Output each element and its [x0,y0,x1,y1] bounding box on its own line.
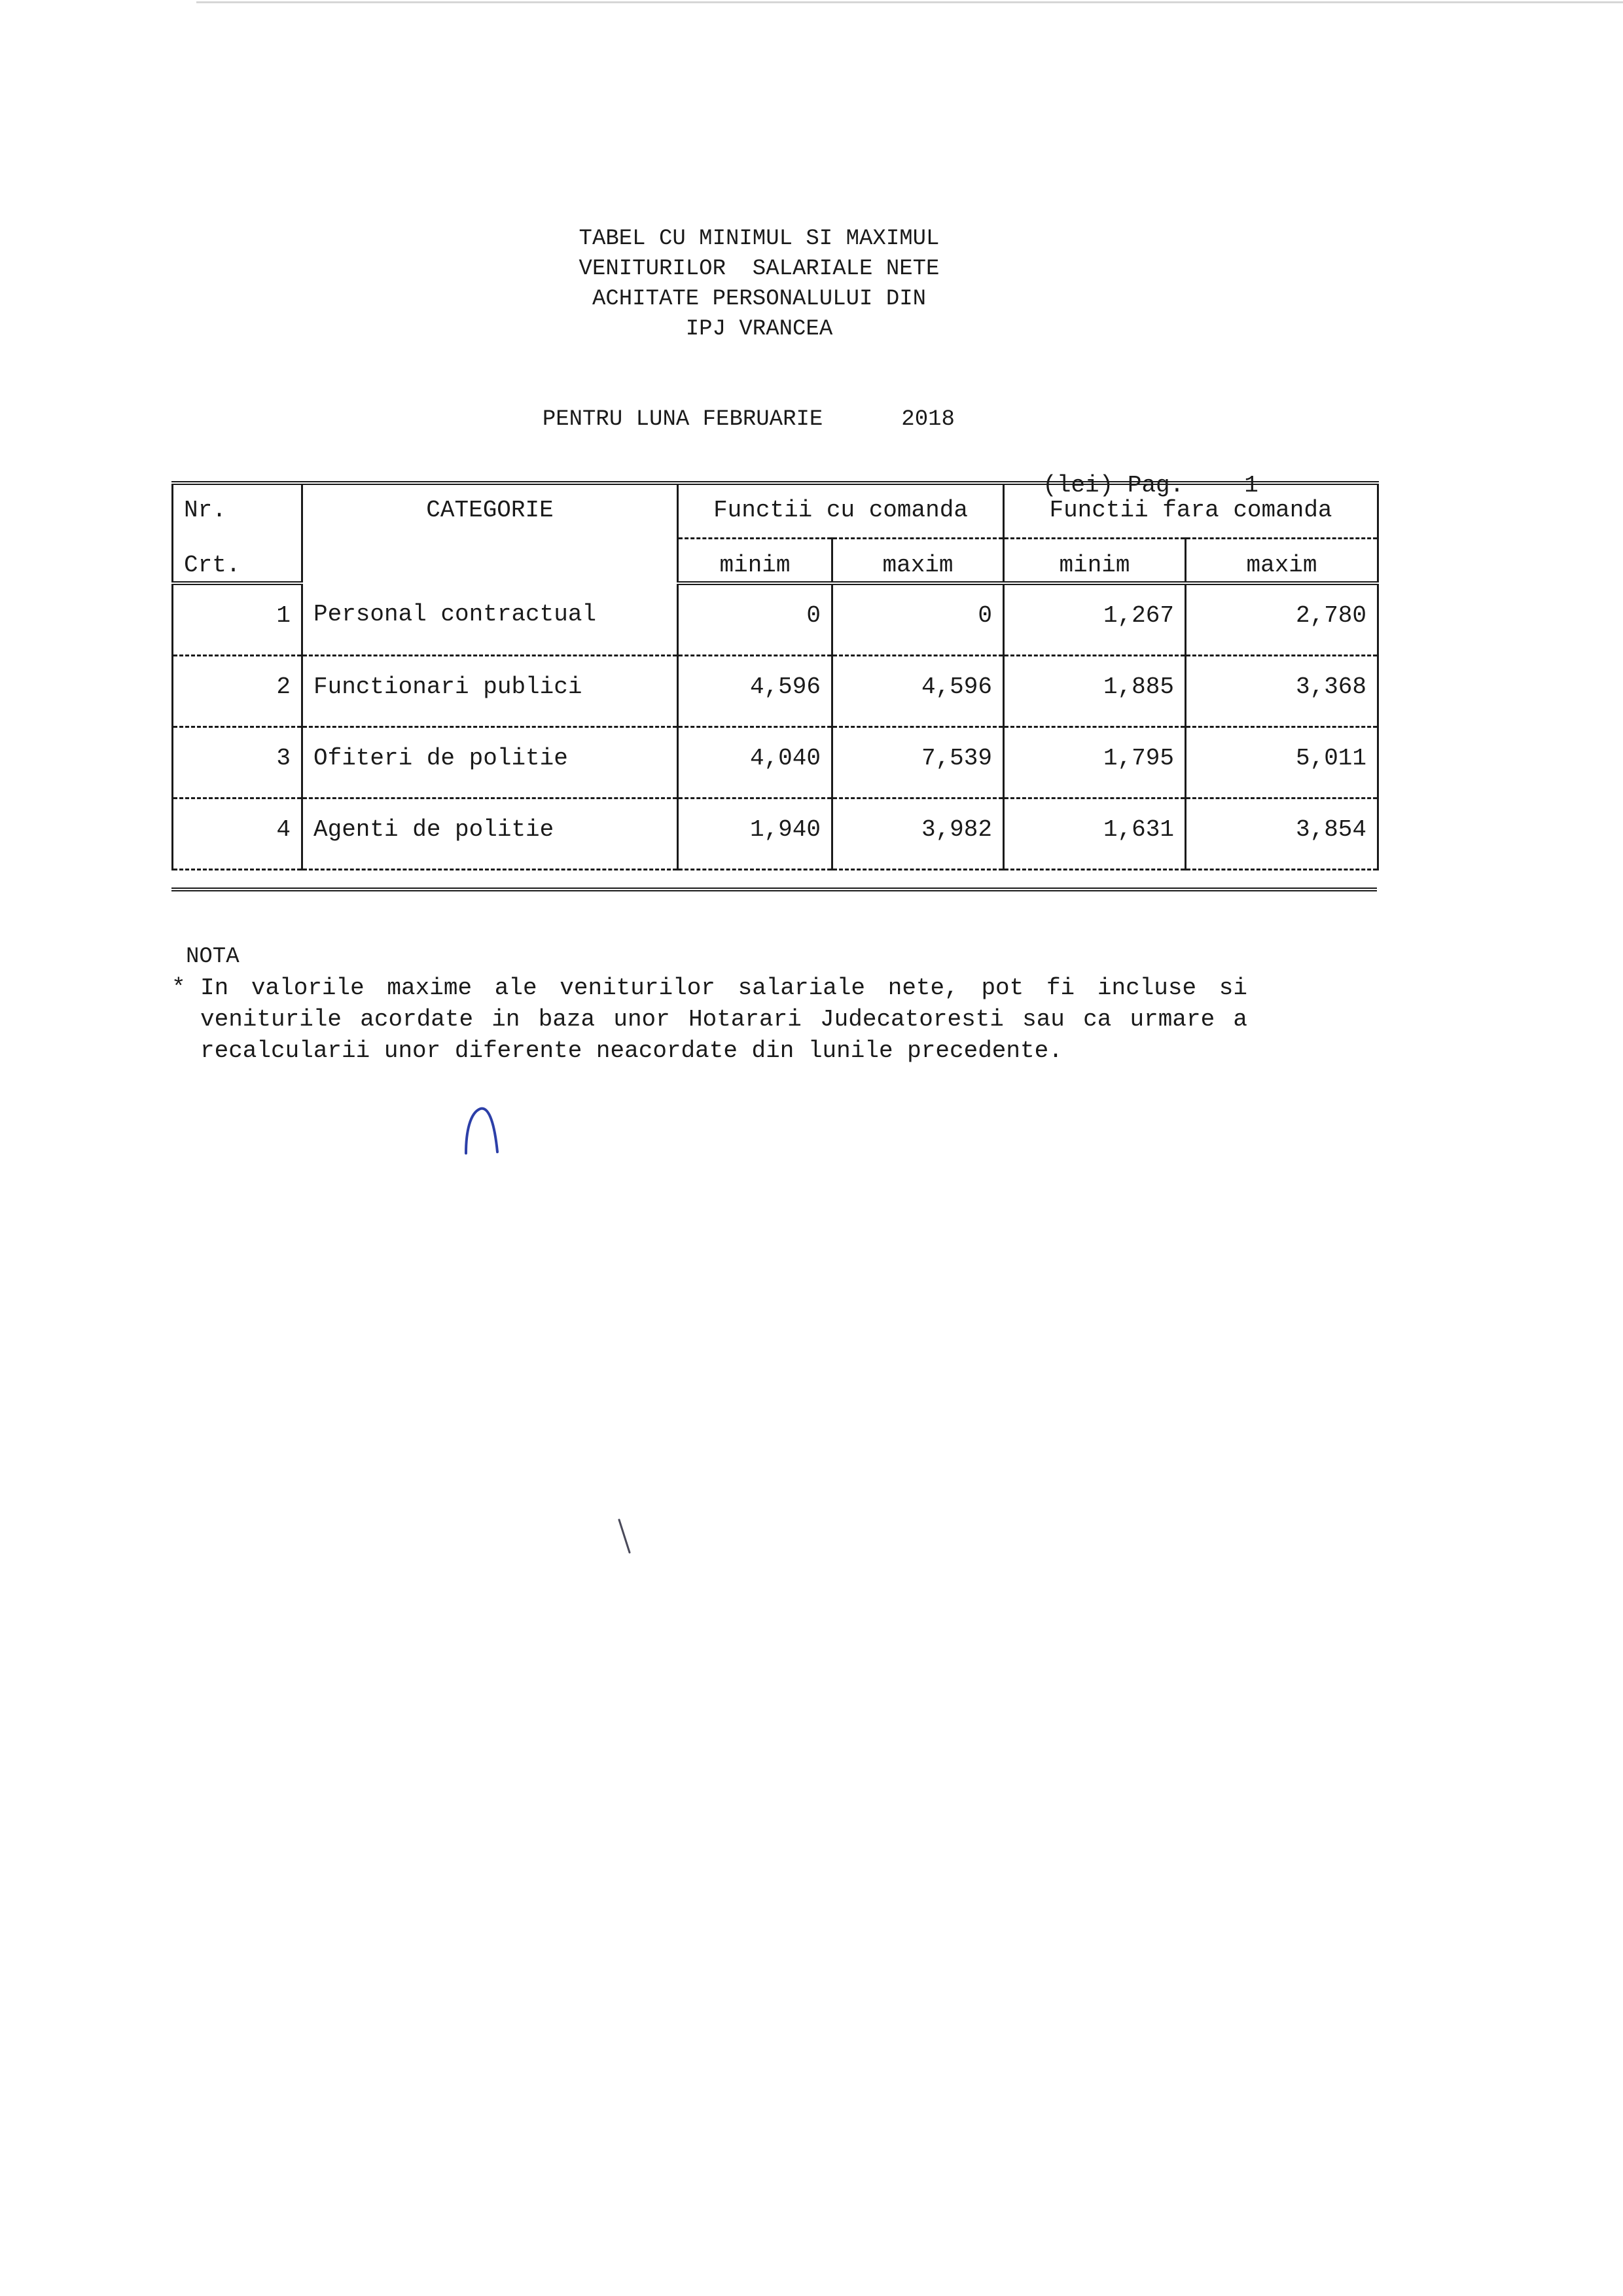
unit-label: (lei) Pag. [1043,472,1185,499]
row-nr: 2 [173,656,302,727]
table-row [173,583,1378,656]
table-header [173,483,1378,583]
note-section [171,941,1284,1067]
row-category: Personal contractual [302,583,678,656]
row-fara-min: 1,267 [1004,583,1186,656]
row-fara-max: 3,368 [1186,656,1378,727]
title-line-3: ACHITATE PERSONALULUI DIN [592,287,927,312]
header-cu-min: minim [678,539,832,584]
pen-stroke-icon [615,1517,635,1556]
row-fara-min: 1,795 [1004,727,1186,798]
title-line-1: TABEL CU MINIMUL SI MAXIMUL [579,226,940,251]
note-title: NOTA [186,944,240,969]
row-cu-max: 4,596 [832,656,1004,727]
page-number: 1 [1244,472,1258,499]
note-asterisk: * [171,975,186,1001]
row-fara-min: 1,885 [1004,656,1186,727]
period-line [516,382,955,432]
header-cu-max: maxim [832,539,1004,584]
row-fara-max: 3,854 [1186,798,1378,870]
row-category: Functionari publici [302,656,678,727]
row-cu-max: 0 [832,583,1004,656]
table-body [173,583,1378,870]
header-fara-min: minim [1004,539,1186,584]
handwritten-mark-icon [458,1100,510,1158]
row-fara-max: 2,780 [1186,583,1378,656]
header-category: CATEGORIE [302,483,678,583]
row-cu-max: 3,982 [832,798,1004,870]
salary-table [171,481,1379,870]
row-cu-min: 1,940 [678,798,832,870]
period-year: 2018 [901,407,955,432]
row-cu-min: 4,596 [678,656,832,727]
title-line-4: IPJ VRANCEA [685,317,833,342]
row-fara-min: 1,631 [1004,798,1186,870]
header-crt: Crt. [173,539,302,584]
header-nr: Nr. [173,483,302,539]
row-fara-max: 5,011 [1186,727,1378,798]
header-group-without-command: Functii fara comanda [1004,483,1378,539]
row-cu-min: 4,040 [678,727,832,798]
note-text: In valorile maxime ale veniturilor salariale nete, pot fi incluse si veniturile acordate in baza unor Hotarari Judecatoresti sau ca urmare a recalcularii unor diferente neacordate din lunile precedente. [200,975,1247,1064]
table-bottom-rule [171,888,1377,891]
header-fara-max: maxim [1186,539,1378,584]
row-nr: 4 [173,798,302,870]
table-row [173,798,1378,870]
scan-edge-line [196,1,1623,3]
row-cu-min: 0 [678,583,832,656]
row-nr: 1 [173,583,302,656]
table-row [173,727,1378,798]
table-row [173,656,1378,727]
row-nr: 3 [173,727,302,798]
row-category: Agenti de politie [302,798,678,870]
note-body [171,973,1284,1067]
row-cu-max: 7,539 [832,727,1004,798]
title-line-2: VENITURILOR SALARIALE NETE [579,257,940,281]
period-label: PENTRU LUNA FEBRUARIE [542,407,823,432]
document-title [458,224,1060,344]
header-group-with-command: Functii cu comanda [678,483,1004,539]
row-category: Ofiteri de politie [302,727,678,798]
